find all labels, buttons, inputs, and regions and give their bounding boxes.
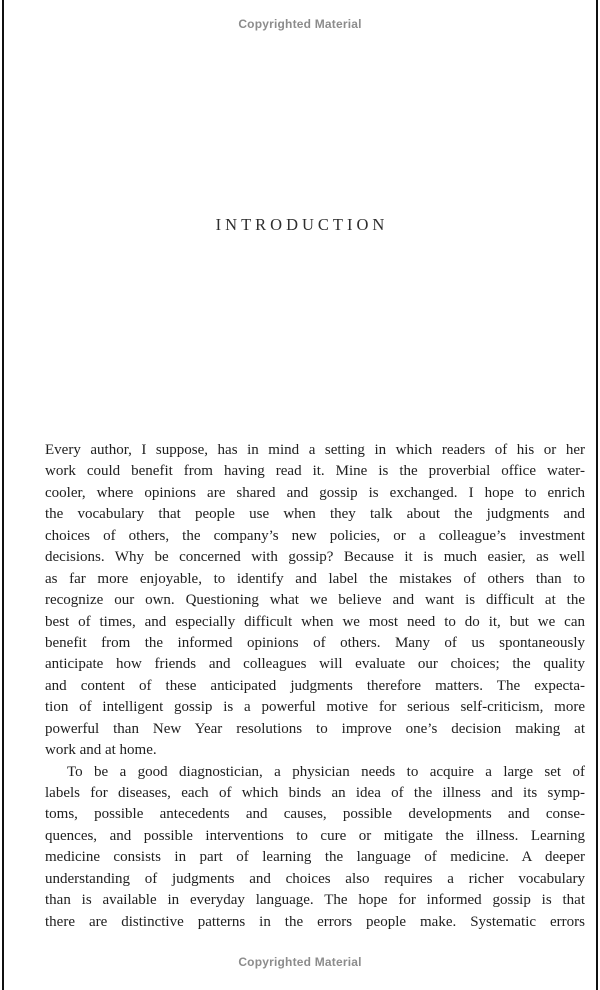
text-line: work and at home. — [45, 742, 157, 759]
page-edge-left — [2, 0, 4, 990]
text-line: choices of others, the company’s new policies, or a colleague’s investment — [45, 527, 585, 544]
text-line: benefit from the informed opinions of others. Many of us spontaneously — [45, 634, 585, 651]
text-line: toms, possible antecedents and causes, possible developments and conse- — [45, 806, 585, 823]
text-line: To be a good diagnostician, a physician needs to acquire a large set of — [67, 763, 585, 780]
text-line: recognize our own. Questioning what we believe and want is difficult at the — [45, 592, 585, 609]
page-edge-right — [596, 0, 598, 990]
text-line: anticipate how friends and colleagues will evaluate our choices; the quality — [45, 656, 585, 673]
text-line: best of times, and especially difficult when we most need to do it, but we can — [45, 613, 585, 630]
text-line: and content of these anticipated judgments therefore matters. The expecta- — [45, 677, 585, 694]
text-line: Every author, I suppose, has in mind a setting in which readers of his or her — [45, 442, 585, 458]
copyright-notice-top: Copyrighted Material — [238, 17, 362, 31]
text-line: than is available in everyday language. The hope for informed gossip is that — [45, 892, 585, 909]
body-text — [45, 440, 585, 933]
text-line: the vocabulary that people use when they talk about the judgments and — [45, 506, 585, 523]
text-line: understanding of judgments and choices also requires a richer vocabulary — [45, 870, 585, 887]
paragraph — [45, 762, 585, 934]
text-line: labels for diseases, each of which binds an idea of the illness and its symp- — [45, 785, 585, 801]
text-line: work could benefit from having read it. Mine is the proverbial office water- — [45, 463, 585, 480]
text-line: cooler, where opinions are shared and gossip is exchanged. I hope to enrich — [45, 484, 585, 501]
copyright-notice-bottom: Copyrighted Material — [238, 955, 362, 969]
text-line: tion of intelligent gossip is a powerful motive for serious self-criticism, more — [45, 699, 585, 716]
text-line: as far more enjoyable, to identify and label the mistakes of others than to — [45, 570, 585, 587]
text-line: powerful than New Year resolutions to improve one’s decision making at — [45, 720, 585, 737]
chapter-heading: INTRODUCTION — [215, 215, 389, 235]
text-line: decisions. Why be concerned with gossip? Because it is much easier, as well — [45, 549, 585, 566]
text-line: there are distinctive patterns in the errors people make. Systematic errors — [45, 913, 585, 930]
text-line: medicine consists in part of learning the language of medicine. A deeper — [45, 849, 585, 866]
paragraph — [45, 440, 585, 762]
text-line: quences, and possible interventions to cure or mitigate the illness. Learning — [45, 827, 585, 844]
